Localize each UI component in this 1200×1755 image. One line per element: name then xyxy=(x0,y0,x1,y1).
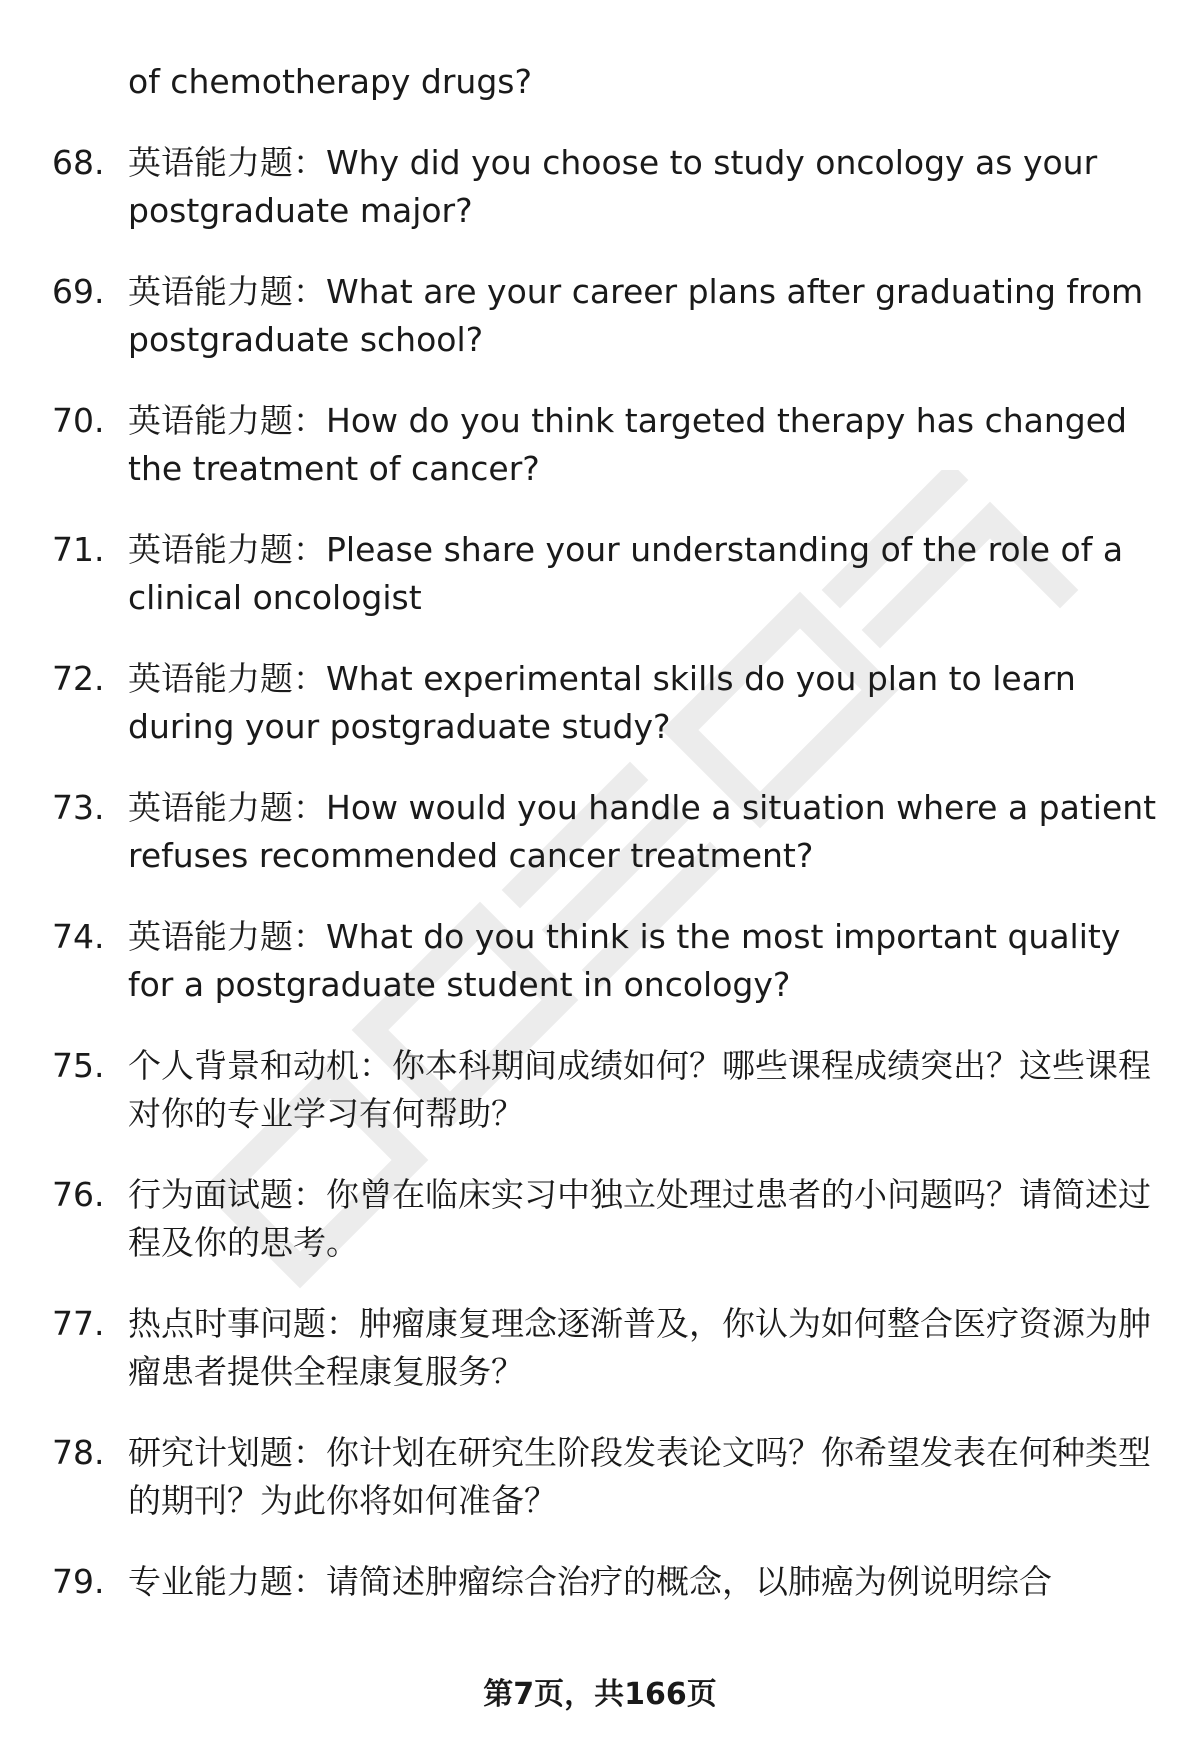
page-footer: 第7页，共166页 xyxy=(483,1677,717,1712)
item-number: 70. xyxy=(52,401,105,440)
question-list xyxy=(0,58,1200,1639)
item-text: of chemotherapy drugs? xyxy=(128,62,532,101)
item-text: 行为面试题：你曾在临床实习中独立处理过患者的小问题吗？请简述过程及你的思考。 xyxy=(128,1175,1151,1262)
list-item xyxy=(0,526,1200,622)
item-text: 英语能力题：How do you think targeted therapy has changed the treatment of cancer? xyxy=(128,401,1127,488)
item-number: 69. xyxy=(52,272,105,311)
list-item xyxy=(0,1429,1200,1525)
list-item xyxy=(0,58,1200,106)
item-text: 英语能力题：What are your career plans after graduating from postgraduate school? xyxy=(128,272,1144,359)
list-item xyxy=(0,139,1200,235)
item-text: 英语能力题：What do you think is the most important quality for a postgraduate student in oncology? xyxy=(128,917,1121,1004)
item-number: 77. xyxy=(52,1304,105,1343)
item-number: 75. xyxy=(52,1046,105,1085)
item-number: 76. xyxy=(52,1175,105,1214)
item-number: 72. xyxy=(52,659,105,698)
item-number: 79. xyxy=(52,1562,105,1601)
item-number: 68. xyxy=(52,143,105,182)
list-item xyxy=(0,1300,1200,1396)
item-text: 英语能力题：Please share your understanding of the role of a clinical oncologist xyxy=(128,530,1124,617)
list-item xyxy=(0,1171,1200,1267)
list-item xyxy=(0,397,1200,493)
list-item xyxy=(0,655,1200,751)
item-text: 个人背景和动机：你本科期间成绩如何？哪些课程成绩突出？这些课程对你的专业学习有何帮助？ xyxy=(128,1046,1151,1133)
list-item xyxy=(0,1558,1200,1606)
item-number: 74. xyxy=(52,917,105,956)
item-text: 英语能力题：How would you handle a situation where a patient refuses recommended cancer treatment? xyxy=(128,788,1157,875)
item-number: 78. xyxy=(52,1433,105,1472)
item-text: 研究计划题：你计划在研究生阶段发表论文吗？你希望发表在何种类型的期刊？为此你将如何准备？ xyxy=(128,1433,1151,1520)
item-number: 73. xyxy=(52,788,105,827)
list-item xyxy=(0,913,1200,1009)
list-item xyxy=(0,784,1200,880)
list-item xyxy=(0,268,1200,364)
item-text: 英语能力题：Why did you choose to study oncology as your postgraduate major? xyxy=(128,143,1098,230)
list-item xyxy=(0,1042,1200,1138)
item-text: 英语能力题：What experimental skills do you plan to learn during your postgraduate study? xyxy=(128,659,1076,746)
item-text: 专业能力题：请简述肿瘤综合治疗的概念，以肺癌为例说明综合 xyxy=(128,1562,1052,1601)
item-text: 热点时事问题：肿瘤康复理念逐渐普及，你认为如何整合医疗资源为肿瘤患者提供全程康复服务？ xyxy=(128,1304,1151,1391)
item-number: 71. xyxy=(52,530,105,569)
